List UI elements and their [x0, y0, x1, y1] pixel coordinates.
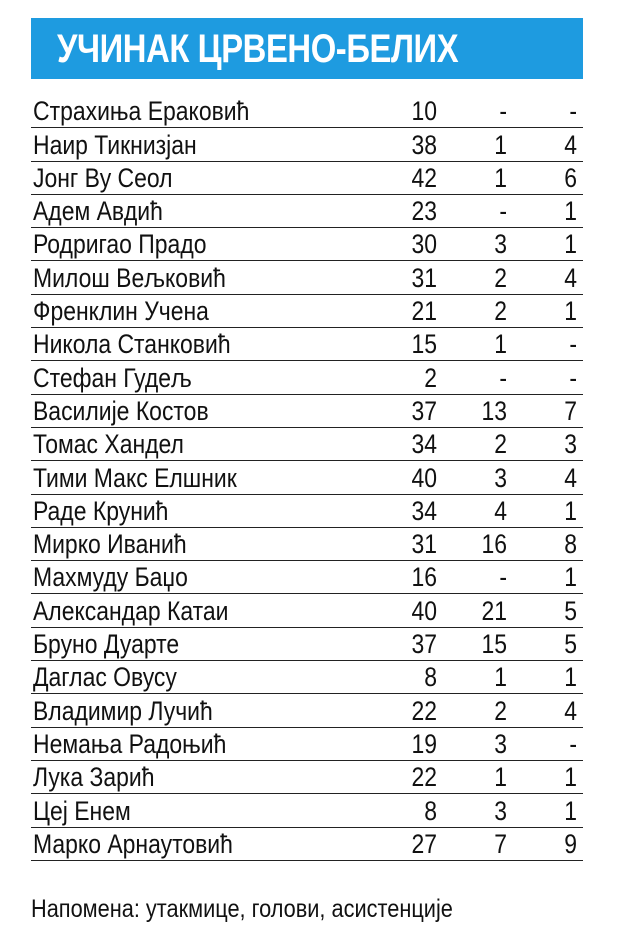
player-name: Милош Вељковић: [33, 262, 226, 293]
table-row: [31, 761, 583, 794]
appearances-value: 40: [411, 462, 437, 493]
appearances-value: 19: [411, 728, 437, 759]
goals-value: 3: [494, 795, 507, 826]
player-name: Страхиња Ераковић: [33, 96, 250, 127]
player-name: Стефан Гудељ: [33, 362, 192, 393]
table-row: [31, 528, 583, 561]
goals-value: -: [499, 362, 507, 393]
table-row: [31, 561, 583, 594]
goals-value: 1: [494, 129, 507, 160]
table-row: [31, 95, 583, 128]
player-name: Раде Крунић: [33, 495, 169, 526]
appearances-value: 2: [424, 362, 437, 393]
goals-value: 21: [481, 595, 507, 626]
appearances-value: 42: [411, 162, 437, 193]
table-row: [31, 228, 583, 261]
appearances-value: 38: [411, 129, 437, 160]
assists-value: 1: [564, 562, 577, 593]
appearances-value: 31: [411, 529, 437, 560]
assists-value: 4: [564, 262, 577, 293]
assists-value: 1: [564, 662, 577, 693]
player-name: Наир Тикнизјан: [33, 129, 197, 160]
assists-value: -: [569, 362, 577, 393]
table-row: [31, 461, 583, 494]
appearances-value: 34: [411, 495, 437, 526]
assists-value: 1: [564, 196, 577, 227]
appearances-value: 10: [411, 96, 437, 127]
goals-value: 2: [494, 296, 507, 327]
assists-value: -: [569, 96, 577, 127]
assists-value: 1: [564, 762, 577, 793]
table-row: [31, 628, 583, 661]
assists-value: 4: [564, 695, 577, 726]
goals-value: 1: [494, 662, 507, 693]
goals-value: 2: [494, 429, 507, 460]
assists-value: 3: [564, 429, 577, 460]
goals-value: -: [499, 96, 507, 127]
assists-value: 1: [564, 229, 577, 260]
player-name: Марко Арнаутовић: [33, 828, 233, 859]
appearances-value: 34: [411, 429, 437, 460]
player-name: Даглас Овусу: [33, 662, 177, 693]
goals-value: -: [499, 196, 507, 227]
player-name: Френклин Учена: [33, 296, 209, 327]
appearances-value: 16: [411, 562, 437, 593]
table-row: [31, 594, 583, 627]
goals-value: 4: [494, 495, 507, 526]
table-note: Напомена: утакмице, голови, асистенције: [31, 895, 453, 923]
table-row: [31, 694, 583, 727]
appearances-value: 21: [411, 296, 437, 327]
stats-table: [31, 95, 583, 861]
title-bar: [31, 18, 583, 79]
player-name: Махмуду Баџо: [33, 562, 188, 593]
table-title: УЧИНАК ЦРВЕНО-БЕЛИХ: [57, 27, 459, 71]
goals-value: 7: [494, 828, 507, 859]
table-row: [31, 162, 583, 195]
appearances-value: 15: [411, 329, 437, 360]
goals-value: 1: [494, 762, 507, 793]
goals-value: 1: [494, 329, 507, 360]
appearances-value: 22: [411, 695, 437, 726]
player-name: Лука Зарић: [33, 762, 155, 793]
assists-value: 8: [564, 529, 577, 560]
player-name: Адем Авдић: [33, 196, 163, 227]
table-row: [31, 495, 583, 528]
assists-value: 4: [564, 462, 577, 493]
player-name: Василије Костов: [33, 395, 209, 426]
goals-value: 3: [494, 229, 507, 260]
assists-value: -: [569, 728, 577, 759]
appearances-value: 27: [411, 828, 437, 859]
player-name: Владимир Лучић: [33, 695, 213, 726]
appearances-value: 8: [424, 662, 437, 693]
player-name: Тими Макс Елшник: [33, 462, 237, 493]
goals-value: 2: [494, 695, 507, 726]
assists-value: 5: [564, 595, 577, 626]
appearances-value: 30: [411, 229, 437, 260]
assists-value: 1: [564, 495, 577, 526]
goals-value: 15: [481, 629, 507, 660]
player-name: Цеј Енем: [33, 795, 131, 826]
player-name: Бруно Дуарте: [33, 629, 180, 660]
table-row: [31, 128, 583, 161]
appearances-value: 22: [411, 762, 437, 793]
appearances-value: 40: [411, 595, 437, 626]
goals-value: -: [499, 562, 507, 593]
assists-value: 4: [564, 129, 577, 160]
player-name: Јонг Ву Сеол: [33, 162, 173, 193]
table-row: [31, 195, 583, 228]
goals-value: 13: [481, 395, 507, 426]
assists-value: 6: [564, 162, 577, 193]
assists-value: 1: [564, 296, 577, 327]
assists-value: 7: [564, 395, 577, 426]
goals-value: 3: [494, 728, 507, 759]
player-name: Мирко Иванић: [33, 529, 187, 560]
appearances-value: 37: [411, 629, 437, 660]
assists-value: -: [569, 329, 577, 360]
goals-value: 2: [494, 262, 507, 293]
table-row: [31, 794, 583, 827]
player-name: Томас Хандел: [33, 429, 184, 460]
table-row: [31, 661, 583, 694]
player-name: Александар Катаи: [33, 595, 229, 626]
goals-value: 3: [494, 462, 507, 493]
assists-value: 1: [564, 795, 577, 826]
player-name: Никола Станковић: [33, 329, 231, 360]
appearances-value: 31: [411, 262, 437, 293]
player-name: Немања Радоњић: [33, 728, 227, 759]
table-row: [31, 295, 583, 328]
table-row: [31, 261, 583, 294]
assists-value: 5: [564, 629, 577, 660]
table-row: [31, 361, 583, 394]
appearances-value: 8: [424, 795, 437, 826]
player-name: Родригао Прадо: [33, 229, 207, 260]
goals-value: 1: [494, 162, 507, 193]
appearances-value: 37: [411, 395, 437, 426]
table-row: [31, 395, 583, 428]
appearances-value: 23: [411, 196, 437, 227]
assists-value: 9: [564, 828, 577, 859]
table-row: [31, 428, 583, 461]
table-row: [31, 728, 583, 761]
goals-value: 16: [481, 529, 507, 560]
table-row: [31, 328, 583, 361]
table-row: [31, 828, 583, 861]
